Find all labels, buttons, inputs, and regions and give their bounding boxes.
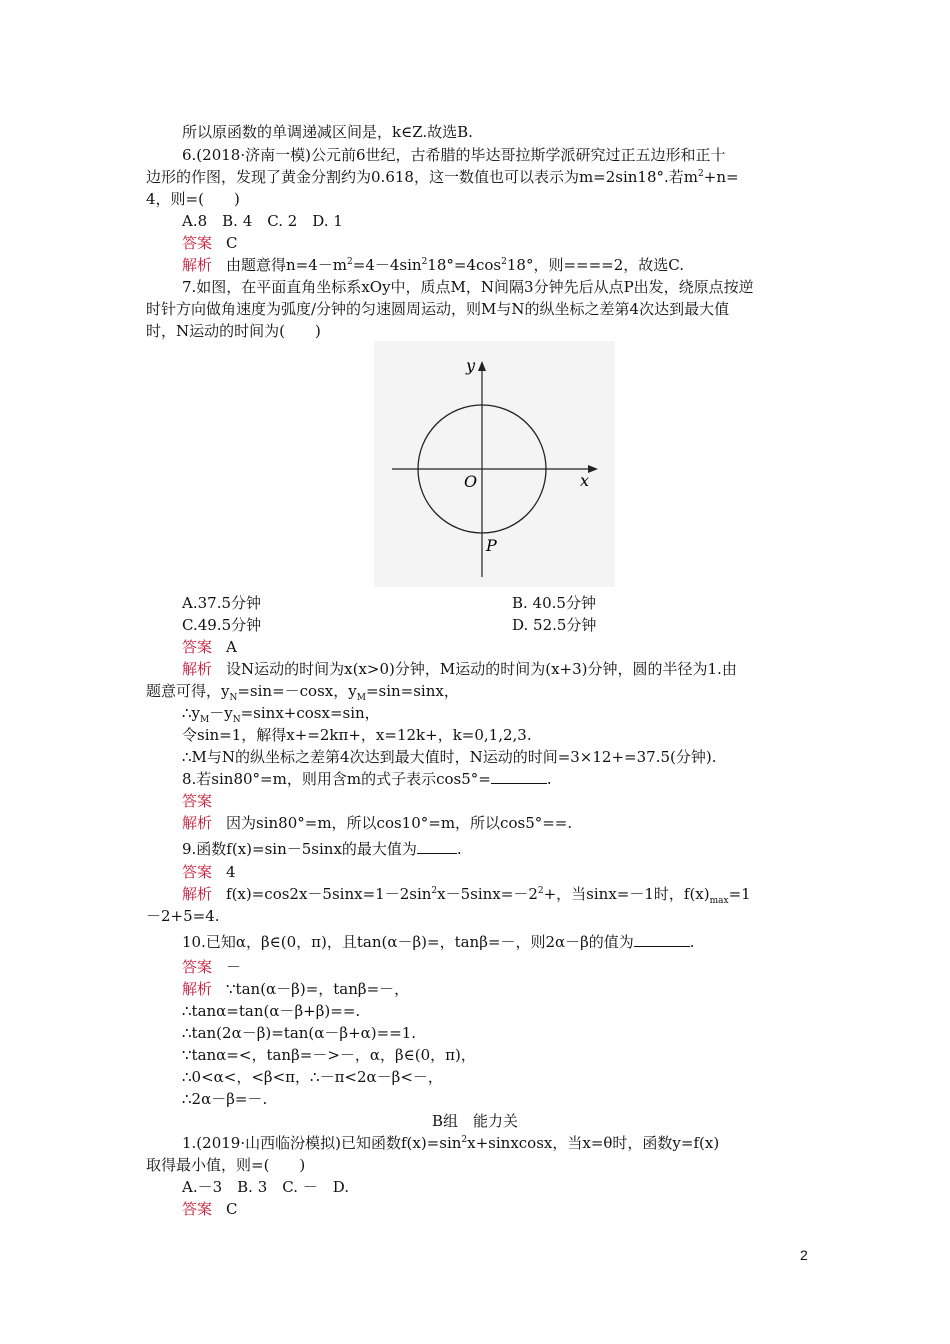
answer-line: 答案 C — [182, 1200, 238, 1218]
x-label: x — [580, 471, 590, 490]
analysis-label: 解析 — [182, 980, 213, 998]
answer-line: 答案 4 — [182, 863, 236, 881]
answer-label: 答案 — [182, 234, 213, 252]
answer-line — [182, 791, 862, 811]
section-heading: B组 能力关 — [431, 1112, 519, 1130]
answer-label: 答案 — [182, 792, 213, 810]
y-axis-arrow — [478, 361, 486, 371]
question-10: 10.已知α，β∈(0，π)，且tan(α－β)=，tanβ=－，则2α－β的值为 . — [182, 933, 695, 951]
x-axis-arrow — [588, 465, 598, 473]
question-6: 6.(2018·济南一模)公元前6世纪，古希腊的毕达哥拉斯学派研究过正五边形和正十 — [182, 146, 726, 164]
option-a: A.37.5分钟 — [182, 594, 261, 612]
question-8: 8.若sin80°=m，则用含m的式子表示cos5°= . — [182, 770, 552, 788]
point-p-label: P — [486, 536, 497, 555]
question-9: 9.函数f(x)=sin－5sinx的最大值为 . — [182, 840, 462, 858]
answer-label: 答案 — [182, 863, 213, 881]
circle-diagram — [374, 341, 615, 587]
options: A.8 B. 4 C. 2 D. 1 — [182, 212, 343, 230]
text-line: ∴M与N的纵坐标之差第4次达到最大值时，N运动的时间=3×12+=37.5(分钟). — [182, 748, 717, 766]
text-line: 所以原函数的单调递减区间是，k∈Z.故选B. — [182, 123, 473, 141]
question-7: 7.如图，在平面直角坐标系xOy中，质点M，N间隔3分钟先后从点P出发，绕原点按逆 — [182, 278, 754, 296]
text-line: 4，则=( ) — [146, 190, 240, 208]
text-line: 时针方向做角速度为弧度/分钟的匀速圆周运动，则M与N的纵坐标之差第4次达到最大值 — [146, 300, 730, 318]
text-line: ∵tanα=<，tanβ=－>－，α，β∈(0，π)， — [182, 1046, 476, 1064]
page-number: 2 — [800, 1247, 808, 1263]
analysis-line: 解析 因为sin80°=m，所以cos10°=m，所以cos5°==. — [182, 814, 573, 832]
analysis-label: 解析 — [182, 660, 213, 678]
text-line: $\therefore y_M-y_N=\sin x+\cos x=\sin$， — [182, 704, 380, 725]
answer-line: 答案 C — [182, 234, 238, 252]
text-line: ∴2α－β=－. — [182, 1090, 268, 1108]
answer-line: 答案 － — [182, 958, 242, 976]
y-label: y — [466, 356, 476, 375]
text-line: 时，N运动的时间为( ) — [146, 322, 321, 340]
analysis-line: 解析 ∵tan(α－β)=，tanβ=－， — [182, 980, 410, 998]
answer-label: 答案 — [182, 1200, 213, 1218]
answer-label: 答案 — [182, 958, 213, 976]
analysis-line: 解析 设N运动的时间为x(x>0)分钟，M运动的时间为(x+3)分钟，圆的半径为1.由 — [182, 660, 737, 678]
answer-line: 答案 A — [182, 638, 237, 656]
origin-label: O — [464, 472, 478, 491]
option-d: D. 52.5分钟 — [512, 616, 597, 634]
text-line: ∴0<α<，<β<π，∴－π<2α－β<－， — [182, 1068, 443, 1086]
answer-label: 答案 — [182, 638, 213, 656]
coordinate-figure — [374, 341, 615, 587]
option-c: C.49.5分钟 — [182, 616, 262, 634]
text-line: 取得最小值，则=( ) — [146, 1156, 306, 1174]
analysis-label: 解析 — [182, 885, 213, 903]
answer-blank — [417, 841, 457, 854]
answer-blank — [491, 771, 547, 784]
text-line: 边形的作图，发现了黄金分割约为0.618，这一数值也可以表示为m=2sin18°.若$m^2+n=$ — [146, 168, 739, 186]
text-line: ∴tan(2α－β)=tan(α－β+α)==1. — [182, 1024, 417, 1042]
analysis-label: 解析 — [182, 256, 213, 274]
option-b: B. 40.5分钟 — [512, 594, 596, 612]
text-line: ∴tanα=tan(α－β+β)==. — [182, 1002, 361, 1020]
analysis-label: 解析 — [182, 814, 213, 832]
text-line: －2+5=4. — [146, 907, 220, 925]
answer-blank — [634, 934, 690, 947]
analysis-line: 解析 由题意得$n=4-m^2=4-4\sin^218^\circ=4\cos^218^\circ$，则====2，故选C. — [182, 256, 684, 274]
text-line: 令sin=1，解得x+=2kπ+，x=12k+，k=0,1,2,3. — [182, 726, 532, 744]
text-line: 题意可得，$y_N=\sin=-\cos x$，$y_M=\sin=\sin x$， — [146, 682, 459, 703]
analysis-line: 解析 $f(x)=\cos 2x-5\sin x=1-2\sin^2x-5\sin x=-2^2+$，当sinx=－1时，$f(x)_{max}=1$ — [182, 885, 751, 906]
question-b1: 1.(2019·山西临汾模拟)已知函数$f(x)=\sin^2x+sinxcosx$，当x=θ时，函数y=f(x) — [182, 1134, 720, 1152]
options: A.－3 B. 3 C. － D. — [182, 1178, 349, 1196]
